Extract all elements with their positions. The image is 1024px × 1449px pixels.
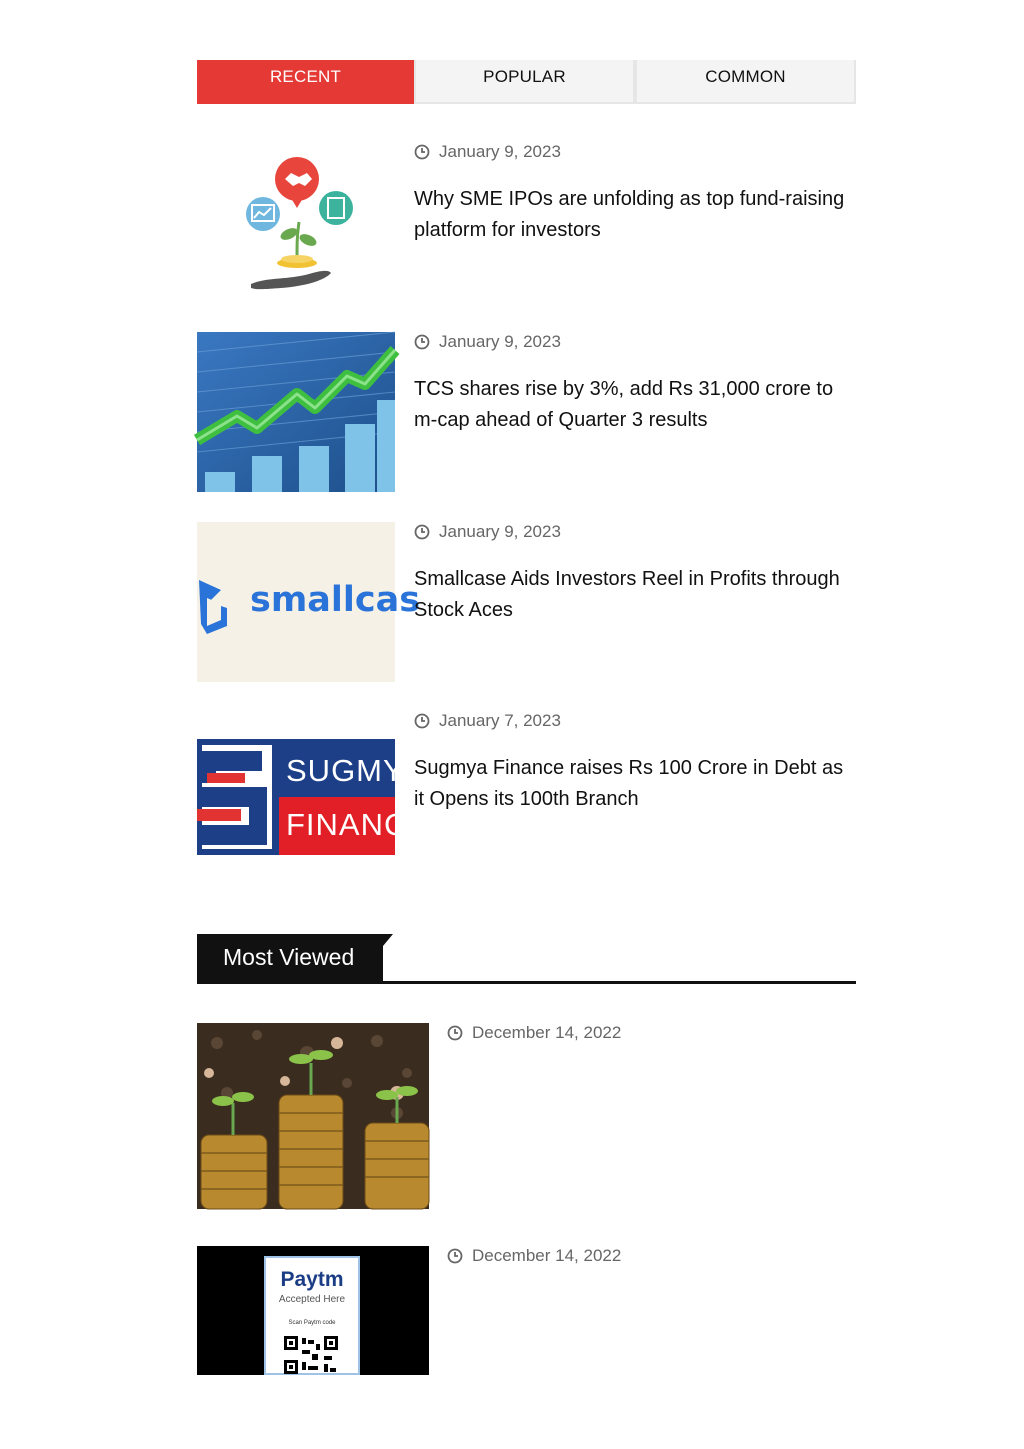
clock-icon [414,524,430,540]
most-viewed-thumbnail-paytm[interactable] [197,1246,429,1375]
sugmya-logo-bottom: FINANC [286,807,408,842]
clock-icon [414,144,430,160]
heading-notch [383,934,393,946]
paytm-scan-text: Scan Paytm code [288,1320,336,1326]
post-title-link[interactable]: TCS shares rise by 3%, add Rs 31,000 crore to m-cap ahead of Quarter 3 results [414,378,834,431]
post-date [414,142,561,162]
clock-icon [447,1248,463,1264]
post-date-text: December 14, 2022 [472,1023,622,1042]
paytm-card [264,1256,360,1375]
clock-icon [414,334,430,350]
sugmya-logo-top: SUGMY [286,753,405,788]
smallcase-logo-text: smallcas [250,580,421,620]
most-viewed-thumbnail-coins[interactable] [197,1023,429,1209]
most-viewed-title: Most Viewed [197,934,383,981]
clock-icon [447,1025,463,1041]
post-date [414,711,561,731]
post-date-text: December 14, 2022 [472,1246,622,1265]
post-date [414,522,561,542]
post-title-link[interactable]: Smallcase Aids Investors Reel in Profits through Stock Aces [414,568,840,621]
post-date-text: January 9, 2023 [439,522,561,541]
post-date [447,1023,621,1043]
qr-code-icon [284,1336,340,1376]
post-thumbnail-tcs[interactable] [197,332,395,492]
paytm-accepted-text: Accepted Here [278,1294,346,1305]
post-date-text: January 7, 2023 [439,711,561,730]
post-title-link[interactable]: Sugmya Finance raises Rs 100 Crore in Debt as it Opens its 100th Branch [414,757,844,810]
tab-recent[interactable]: RECENT [197,60,414,104]
tab-common[interactable]: COMMON [635,60,856,104]
paytm-logo-text: Paytm [280,1268,344,1291]
post-date [414,332,561,352]
tab-popular[interactable]: POPULAR [414,60,635,104]
post-date [447,1246,621,1266]
heading-underline [197,981,856,984]
most-viewed-heading [197,934,856,984]
post-title-link[interactable]: Why SME IPOs are unfolding as top fund-raising platform for investors [414,188,845,241]
post-thumbnail-sme-ipo[interactable] [197,142,395,302]
clock-icon [414,713,430,729]
post-tabs [197,60,856,104]
post-date-text: January 9, 2023 [439,142,561,161]
post-date-text: January 9, 2023 [439,332,561,351]
post-thumbnail-sugmya[interactable] [197,711,408,871]
post-thumbnail-smallcase[interactable] [197,522,421,682]
